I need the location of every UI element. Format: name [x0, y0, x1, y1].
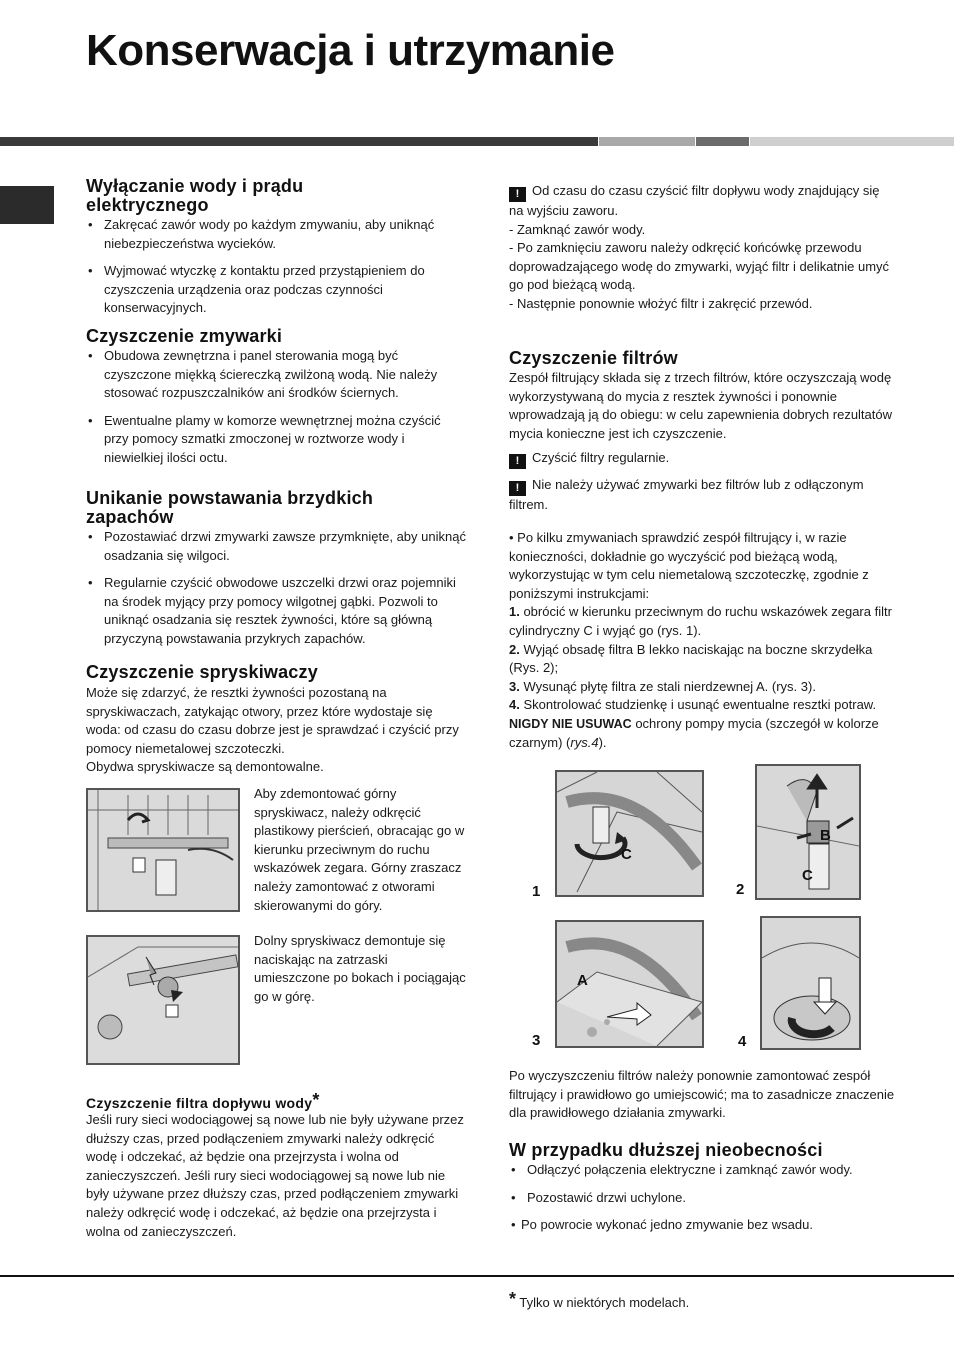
figure-number-4: 4	[738, 1033, 747, 1050]
list-item: • Ewentualne plamy w komorze wewnętrznej można czyścić przy pomocy szmatki zmoczonej w roztworze wody i niewielkiej ilości octu.	[86, 412, 466, 468]
section-title-spray-arms: Czyszczenie spryskiwaczy	[86, 662, 318, 682]
filters-warning-2: ! Nie należy używać zmywarki bez filtrów lub z odłączonym filtrem.	[509, 477, 864, 512]
figure-number-3: 3	[532, 1032, 541, 1049]
header-bar-dark	[0, 137, 598, 146]
section-marker	[0, 186, 54, 224]
fig2-label-b: B	[820, 827, 831, 844]
inlet-line-first: ! Od czasu do czasu czyścić filtr dopływu wody znajdujący się na wyjściu zaworu.	[509, 183, 880, 218]
list-dishwasher-cleaning	[86, 347, 466, 468]
filter-illustration-4	[762, 918, 859, 1048]
list-item: • Odłączyć połączenia elektryczne i zamknąć zawór wody.	[509, 1161, 899, 1180]
list-item: • Regularnie czyścić obwodowe uszczelki drzwi oraz pojemniki na środek myjący przy pomocy wilgotnej gąbki. Pozwoli to uniknąć osadzania się resztek żywności, które są główną przyczyną powstawania przykrych zapachów.	[86, 574, 466, 648]
footer-divider	[0, 1275, 954, 1277]
inlet-line: - Zamknąć zawór wody.	[509, 221, 646, 237]
header-bar-light	[750, 137, 954, 146]
section-title-filters: Czyszczenie filtrów	[509, 348, 678, 368]
fig1-label-c: C	[621, 846, 632, 863]
fig2-label-c: C	[802, 867, 813, 884]
lower-spray-arm-illustration	[88, 937, 238, 1063]
step-item: 4. Skontrolować studzienkę i usunąć ewentualne resztki potraw.	[509, 697, 877, 713]
header-bar-dark2	[696, 137, 749, 146]
filter-illustration-1	[557, 772, 702, 895]
list-absence	[509, 1161, 899, 1235]
section-title-odours: Unikanie powstawania brzydkich zapachów	[86, 488, 374, 527]
inlet-filter-title-text: Czyszczenie filtra dopływu wody	[86, 1095, 313, 1111]
inlet-filter-instructions	[509, 182, 894, 314]
step-item: 3. Wysunąć płytę filtra ze stali nierdzewnej A. (rys. 3).	[509, 678, 816, 694]
header-bar-mid	[599, 137, 695, 146]
upper-spray-arm-illustration	[88, 790, 238, 910]
filter-figure-1	[555, 770, 704, 897]
upper-spray-arm-figure	[86, 788, 240, 912]
page-title: Konserwacja i utrzymanie	[86, 26, 615, 75]
warning-icon: !	[509, 187, 526, 202]
figure-number-1: 1	[532, 883, 541, 900]
filters-warning-1: ! Czyścić filtry regularnie.	[509, 449, 894, 469]
warning-icon: !	[509, 454, 526, 469]
never-remove-note: NIGDY NIE USUWAC ochrony pompy mycia (szczegół w kolorze czarnym) (rys.4).	[509, 715, 879, 750]
after-cleaning-text: Po wyczyszczeniu filtrów należy ponownie zamontować zespół filtrujący i prawidłowo go umiejscowić; ma to zasadnicze znaczenie dla prawidłowego działania zmywarki.	[509, 1068, 895, 1121]
footnote-star: *	[509, 1289, 517, 1309]
list-item: • Zakręcać zawór wody po każdym zmywaniu, aby uniknąć niebezpieczeństwa wycieków.	[86, 216, 466, 253]
list-item: • Pozostawić drzwi uchylone.	[509, 1189, 899, 1208]
step-item: 2. Wyjąć obsadę filtra B lekko naciskając na boczne skrzydełka (Rys. 2);	[509, 641, 873, 676]
fig3-label-a: A	[577, 972, 588, 989]
filters-procedure	[509, 529, 894, 752]
list-item: • Wyjmować wtyczkę z kontaktu przed przystąpieniem do czyszczenia urządzenia oraz podczas czynności konserwacyjnych.	[86, 262, 466, 318]
upper-spray-arm-text: Aby zdemontować górny spryskiwacz, należy odkręcić plastikowy pierścień, obracając go w kierunku przeciwnym do ruchu wskazówek zegara. Górny zraszacz należy zamontować z otworami skierowanymi do góry.	[254, 786, 465, 913]
filters-check-text: • Po kilku zmywaniach sprawdzić zespół filtrujący i, w razie konieczności, dokładnie go wyczyścić pod bieżącą wodą, wykorzystując w tym celu niemetalową szczoteczkę, zgodnie z poniższymi instrukcjami:	[509, 530, 869, 601]
list-water-power	[86, 216, 466, 318]
footnote: * Tylko w niektórych modelach.	[509, 1289, 690, 1310]
warning-icon: !	[509, 481, 526, 496]
filters-intro: Zespół filtrujący składa się z trzech filtrów, które oczyszczają wodę wykorzystywaną do mycia z resztek żywności i ponownie wprowadzają ją do obiegu: w celu zapewnienia dobrych rezultatów mycia konieczne jest ich czyszczenie.	[509, 370, 893, 441]
spray-arms-text: Może się zdarzyć, że resztki żywności pozostaną na spryskiwaczach, zatykając otwory, przez które wydostaje się woda: od czasu do czasu dobrze jest je sprawdzać i czyścić przy pomocy niemetalowej szczoteczki.	[86, 685, 459, 756]
list-item: • Pozostawiać drzwi zmywarki zawsze przymknięte, aby uniknąć osadzania się wilgoci.	[86, 528, 466, 565]
footnote-star: *	[312, 1090, 320, 1110]
inlet-line: - Po zamknięciu zaworu należy odkręcić końcówkę przewodu doprowadzającego wodę do zmywarki, wyjąć filtr i delikatnie umyć go pod bieżącą wodą.	[509, 240, 890, 293]
section-title-absence: W przypadku dłuższej nieobecności	[509, 1140, 823, 1160]
lower-spray-arm-text: Dolny spryskiwacz demontuje się naciskając na zatrzaski umieszczone po bokach i pociągając go w górę.	[254, 933, 466, 1004]
section-title-water-power: Wyłączanie wody i prądu elektrycznego	[86, 176, 304, 215]
step-item: 1. obrócić w kierunku przeciwnym do ruchu wskazówek zegara filtr cylindryczny C i wyjąć go (rys. 1).	[509, 604, 892, 638]
list-item: • Po powrocie wykonać jedno zmywanie bez wsadu.	[509, 1216, 899, 1235]
list-item: • Obudowa zewnętrzna i panel sterowania mogą być czyszczone miękką ściereczką zwilżoną wodą. Nie należy stosować rozpuszczalników ani środków ściernych.	[86, 347, 466, 403]
inlet-filter-text: Jeśli rury sieci wodociągowej są nowe lub nie były używane przez dłuższy czas, przed podłączeniem zmywarki należy odkręcić wodę i odczekać, aż będzie ona przejrzysta i wolna od zanieczyszczeń. Jeśli rury sieci wodociągowej są nowe lub nie były używane przez dłuższy czas, przed podłączeniem zmywarki należy odkręcić wodę i odczekać, aż będzie ona przejrzysta i wolna od zanieczyszczeń.	[86, 1112, 464, 1239]
spray-arms-text2: Obydwa spryskiwacze są demontowalne.	[86, 759, 324, 774]
lower-spray-arm-figure	[86, 935, 240, 1065]
section-title-dishwasher-cleaning: Czyszczenie zmywarki	[86, 326, 283, 346]
section-title-inlet-filter	[86, 1092, 466, 1111]
filter-figure-4	[760, 916, 861, 1050]
list-odours	[86, 528, 466, 649]
figure-number-2: 2	[736, 881, 745, 898]
inlet-line: - Następnie ponownie włożyć filtr i zakręcić przewód.	[509, 295, 813, 311]
